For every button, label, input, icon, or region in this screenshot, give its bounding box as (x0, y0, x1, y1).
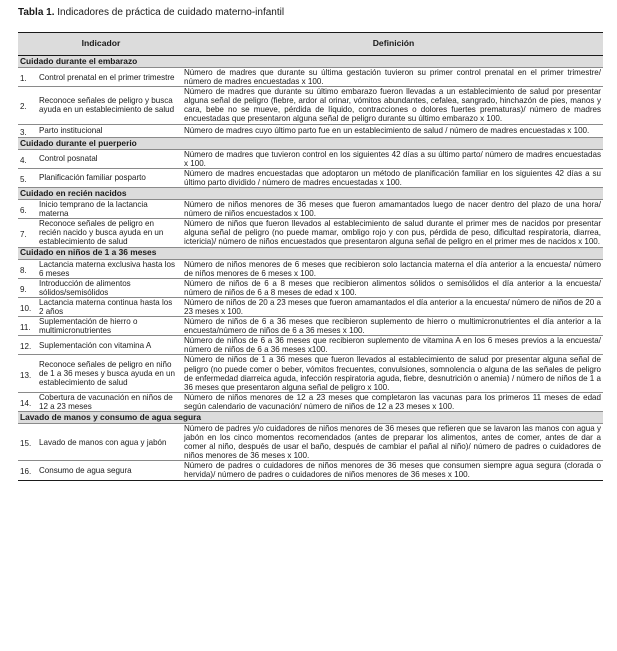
indicator-number: 3. (18, 124, 37, 137)
indicators-table (18, 32, 603, 481)
indicator-number: 13. (18, 355, 37, 392)
table-row (18, 392, 603, 411)
indicator-name: Reconoce señales de peligro en niño de 1 a 36 meses y busca ayuda en un establecimiento de salud (37, 355, 184, 392)
indicator-name: Suplementación de hierro o multimicronutrientes (37, 317, 184, 336)
table-caption-title: Indicadores de práctica de cuidado materno-infantil (57, 7, 285, 18)
indicator-name: Planificación familiar posparto (37, 168, 184, 187)
indicator-definition: Número de padres o cuidadores de niños menores de 36 meses que consumen siempre agua segura (clorada o hervida)/ número de padres o cuidadores de niños menores de 36 meses x 100. (184, 461, 601, 480)
indicator-number: 8. (18, 259, 37, 278)
indicator-definition: Número de niños de 6 a 36 meses que recibieron suplemento de vitamina A en los 6 meses previos a la encuesta/ número de niños de 6 a 36 meses x100. (184, 336, 601, 355)
table-row (18, 200, 603, 219)
table-header (18, 33, 603, 56)
table-row (18, 317, 603, 336)
section-row (18, 247, 603, 259)
indicator-number: 14. (18, 392, 37, 411)
indicator-definition: Número de madres que durante su última gestación tuvieron su primer control prenatal en el primer trimestre/ número de madres encuestadas x 100. (184, 68, 601, 87)
table-row (18, 68, 603, 87)
indicator-number: 10. (18, 297, 37, 316)
indicator-definition: Número de niños de 6 a 8 meses que recibieron alimentos sólidos o semisólidos el día anterior a la encuesta/ número de niños de 6 a 8 meses de edad x 100. (184, 278, 601, 297)
table-row (18, 461, 603, 480)
indicator-name: Parto institucional (37, 124, 184, 137)
indicator-definition: Número de niños menores de 12 a 23 meses que completaron las vacunas para los primeros 11 meses de edad según calendario de vacunación/ número de niños de 12 a 23 meses x 100. (184, 392, 601, 411)
section-title: Cuidado en niños de 1 a 36 meses (18, 247, 603, 259)
indicator-definition: Número de niños de 6 a 36 meses que recibieron suplemento de hierro o multimicronutrientes el día anterior a la encuesta/número de niños de 6 a 36 meses x 100. (184, 317, 601, 336)
table-row (18, 87, 603, 124)
indicator-number: 12. (18, 336, 37, 355)
indicator-definition: Número de madres que tuvieron control en los siguientes 42 días a su último parto/ número de madres encuestadas x 100. (184, 149, 601, 168)
table-row (18, 355, 603, 392)
indicator-definition: Número de niños menores de 36 meses que fueron amamantados luego de nacer dentro del plazo de una hora/ número de niños encuestados x 100. (184, 200, 601, 219)
indicator-definition: Número de madres cuyo último parto fue en un establecimiento de salud / número de madres encuestadas x 100. (184, 124, 603, 137)
indicator-definition: Número de niños de 1 a 36 meses que fueron llevados al establecimiento de salud por presentar alguna señal de peligro (no puede comer o beber, vómitos frecuentes, convulsiones, somnolencia o alguna de las señales de peligro de enfermedad diarreica aguda, infección respiratoria aguda, fiebre, desnutrición o anemia) / número de niños de 1 a 36 meses que presentaron alguna señal de peligro x 100. (184, 355, 601, 392)
header-definition: Definición (184, 33, 603, 56)
indicator-number: 15. (18, 424, 37, 461)
table-body (18, 56, 603, 481)
section-row (18, 188, 603, 200)
table-row (18, 259, 603, 278)
indicator-number: 1. (18, 68, 37, 87)
table-row (18, 278, 603, 297)
table-row (18, 336, 603, 355)
indicator-definition: Número de niños que fueron llevados al establecimiento de salud durante el primer mes de nacidos por presentar alguna señal de peligro (no puede mamar, ombligo rojo y con pus, pérdida de peso, dificultad respiratoria, diarrea, ictericia)/ número de niños encuestados que presentaron alguna señal de peligro en el primer mes de nacidos x 100. (184, 219, 601, 247)
indicator-name: Control posnatal (37, 149, 184, 168)
section-row (18, 412, 603, 424)
indicator-number: 6. (18, 200, 37, 219)
indicator-name: Consumo de agua segura (37, 461, 184, 480)
section-row (18, 56, 603, 68)
indicator-definition: Número de madres encuestadas que adoptaron un método de planificación familiar en los siguientes 42 días a su último parto dividido / número de madres encuestadas x 100. (184, 168, 601, 187)
indicator-number: 2. (18, 87, 37, 124)
table-row (18, 149, 603, 168)
table-row (18, 168, 603, 187)
table-row (18, 297, 603, 316)
indicator-name: Introducción de alimentos sólidos/semisólidos (37, 278, 184, 297)
table-row (18, 219, 603, 247)
indicator-name: Inicio temprano de la lactancia materna (37, 200, 184, 219)
table-row (18, 124, 603, 137)
table-caption-label: Tabla 1. (18, 7, 55, 18)
indicator-number: 7. (18, 219, 37, 247)
indicator-definition: Número de niños de 20 a 23 meses que fueron amamantados el día anterior a la encuesta/ número de niños de 20 a 23 meses x 100. (184, 297, 601, 316)
section-title: Cuidado en recién nacidos (18, 188, 603, 200)
indicator-number: 9. (18, 278, 37, 297)
section-row (18, 137, 603, 149)
indicator-name: Cobertura de vacunación en niños de 12 a 23 meses (37, 392, 184, 411)
indicator-name: Reconoce señales de peligro y busca ayuda en un establecimiento de salud (37, 87, 184, 124)
indicator-name: Suplementación con vitamina A (37, 336, 184, 355)
indicator-definition: Número de madres que durante su último embarazo fueron llevadas a un establecimiento de salud por presentar alguna señal de peligro (fiebre, ardor al orinar, vómitos abundantes, cefalea, sangrado, hinchazón de pies, manos y cara, bebe no se mueve, pérdida de líquido, contracciones o dolores fuertes prematuras)/ número de madres encuestadas que presentaron alguna señal de peligro durante su último embarazo x 100. (184, 87, 601, 124)
indicator-name: Control prenatal en el primer trimestre (37, 68, 184, 87)
table-caption (18, 7, 284, 18)
header-indicator: Indicador (18, 33, 184, 56)
indicator-number: 5. (18, 168, 37, 187)
indicator-number: 16. (18, 461, 37, 480)
table-row (18, 424, 603, 461)
section-title: Cuidado durante el embarazo (18, 56, 603, 68)
indicator-number: 4. (18, 149, 37, 168)
indicator-name: Lavado de manos con agua y jabón (37, 424, 184, 461)
indicator-name: Lactancia materna exclusiva hasta los 6 meses (37, 259, 184, 278)
indicator-number: 11. (18, 317, 37, 336)
section-title: Cuidado durante el puerperio (18, 137, 603, 149)
indicator-name: Reconoce señales de peligro en recién nacido y busca ayuda en un establecimiento de salud (37, 219, 184, 247)
indicator-name: Lactancia materna continua hasta los 2 años (37, 297, 184, 316)
indicator-definition: Número de padres y/o cuidadores de niños menores de 36 meses que refieren que se lavaron las manos con agua y jabón en los cinco momentos recomendados (antes de preparar los alimentos, antes de comer, antes de dar a comer al niño, después de usar el baño, después de cambiar el pañal al niño)/ número de padres o cuidadores de niños menores de 36 meses x 100. (184, 424, 601, 461)
indicator-definition: Número de niños menores de 6 meses que recibieron solo lactancia materna el día anterior a la encuesta/ número de niños menores de 6 meses x 100. (184, 259, 601, 278)
section-title: Lavado de manos y consumo de agua segura (18, 412, 603, 424)
